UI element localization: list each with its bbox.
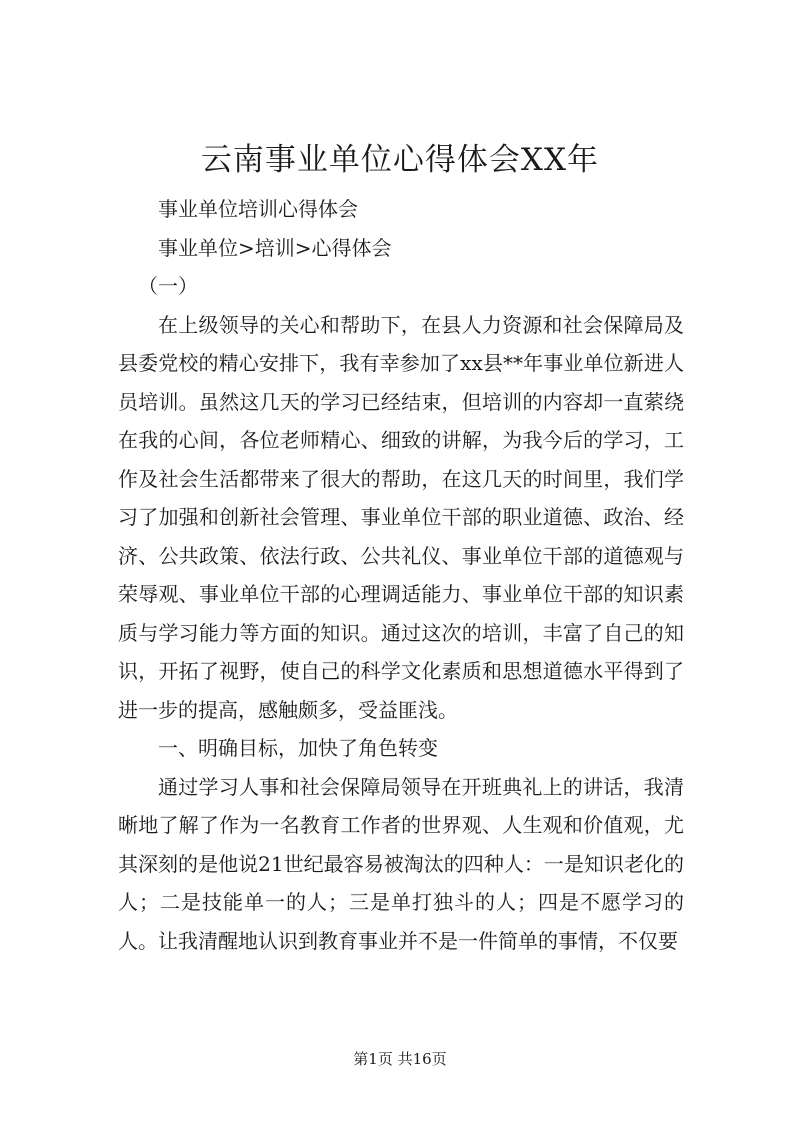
breadcrumb: 事业单位>培训>心得体会 bbox=[158, 235, 392, 260]
document-title: 云南事业单位心得体会XX年 bbox=[200, 142, 600, 178]
document-body bbox=[118, 190, 684, 960]
section-marker: （一） bbox=[138, 274, 198, 298]
section-heading: 一、明确目标，加快了角色转变 bbox=[158, 736, 438, 760]
paragraph: 通过学习人事和社会保障局领导在开班典礼上的讲话，我清晰地了解了作为一名教育工作者的世界观、人生观和价值观，尤其深刻的是他说21世纪最容易被淘汰的四种人：一是知识老化的人；二是技能单一的人；三是单打独斗的人；四是不愿学习的人。让我清醒地认识到教育事业并不是一件简单的事情，不仅要 bbox=[118, 774, 684, 953]
paragraph: 在上级领导的关心和帮助下，在县人力资源和社会保障局及县委党校的精心安排下，我有幸参加了xx县**年事业单位新进人员培训。虽然这几天的学习已经结束，但培训的内容却一直萦绕在我的心间，各位老师精心、细致的讲解，为我今后的学习，工作及社会生活都带来了很大的帮助，在这几天的时间里，我们学习了加强和创新社会管理、事业单位干部的职业道德、政治、经济、公共政策、依法行政、公共礼仪、事业单位干部的道德观与荣辱观、事业单位干部的心理调适能力、事业单位干部的知识素质与学习能力等方面的知识。通过这次的培训，丰富了自己的知识，开拓了视野，使自己的科学文化素质和思想道德水平得到了进一步的提高，感触颇多，受益匪浅。 bbox=[118, 312, 684, 722]
subtitle: 事业单位培训心得体会 bbox=[158, 197, 358, 221]
page-footer: 第1页 共16页 bbox=[353, 1050, 447, 1068]
